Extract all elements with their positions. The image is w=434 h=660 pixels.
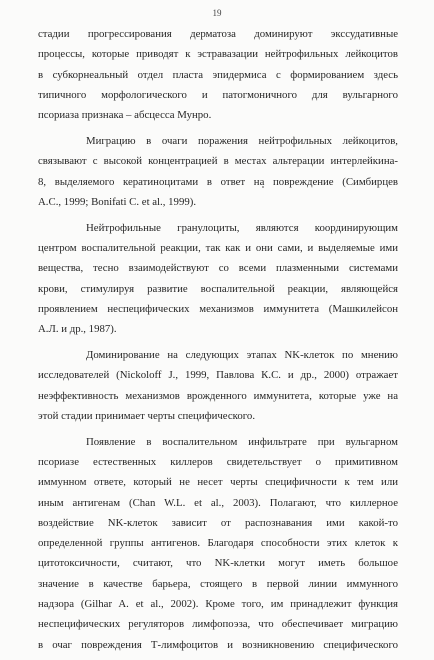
text-line: исследователей (Nickoloff J., 1999, Павлова К.С. и др., 2000) отражает [38, 369, 398, 382]
text-line: в очаг повреждения Т-лимфоцитов и возникновению специфического [38, 638, 398, 651]
text-line: процессы, которые приводят к эстравазации нейтрофильных лейкоцитов [38, 48, 398, 61]
text-line: в субкорнеальный отдел пласта эпидермиса с формированием здесь [38, 68, 398, 81]
text-line: А.Л. и др., 1987). [38, 323, 117, 336]
text-line: воздействие NK-клеток зависит от распознавания ими какой-то [38, 516, 398, 529]
text-line: иммунном ответе, который не несет черты специфичности к тем или [38, 476, 398, 489]
text-line: центром воспалительной реакции, так как и они сами, и выделяемые ими [38, 241, 398, 254]
text-line: этой стадии принимает черты специфического. [38, 409, 256, 422]
text-line: неэффективность механизмов врожденного иммунитета, которые уже на [38, 389, 398, 402]
text-line: вещества, тесно взаимодействуют со всеми плазменными системами [38, 262, 398, 275]
page-number: 19 [212, 8, 222, 18]
text-line: определенной группы антигенов. Благодаря способности этих клеток к [38, 537, 398, 550]
document-body [38, 24, 398, 660]
text-line: Появление в воспалительном инфильтрате при вульгарном [86, 435, 398, 448]
paragraph [38, 345, 398, 426]
text-line: цитотоксичности, считают, что NK-клетки могут иметь большое [38, 557, 398, 570]
text-line: стадии прогрессирования дерматоза доминируют экссудативные [38, 28, 398, 40]
text-line: Миграцию в очаги поражения нейтрофильных лейкоцитов, [86, 134, 398, 147]
text-line: псориаза признака – абсцесса Мунро. [38, 109, 212, 122]
text-line: связывают с высокой концентрацией в местах альтерации интерлейкина- [38, 155, 398, 168]
text-line: крови, стимулируя развитие воспалительной реакции, являющейся [38, 282, 398, 295]
text-line: значение в качестве барьера, стоящего в первой линии иммунного [38, 577, 398, 590]
text-line: псориазе естественных киллеров свидетельствует о примитивном [38, 455, 398, 468]
text-line: типичного морфологического и патогмоничного для вульгарного [38, 88, 398, 101]
text-line: 8, выделяемого кератиноцитами в ответ на повреждение (Симбирцев [38, 175, 398, 188]
paragraph [38, 218, 398, 340]
text-line: Доминирование на следующих этапах NK-клеток по мнению [86, 348, 398, 361]
text-line: надзора (Gilhar A. et al., 2002). Кроме того, им принадлежит функция [38, 598, 398, 611]
paragraph [38, 131, 398, 212]
text-line: иным антигенам (Chan W.L. et al., 2003). Полагают, что киллерное [38, 496, 398, 509]
text-line: проявлением неспецифических механизмов иммунитета (Машкилейсон [38, 302, 398, 315]
text-line: А.С., 1999; Bonifati C. et al., 1999). [38, 195, 197, 208]
text-line: неспецифических регуляторов лимфопоэза, что обеспечивает миграцию [38, 618, 398, 631]
paragraph [38, 24, 398, 125]
text-line: Нейтрофильные гранулоциты, являются координирующим [86, 221, 398, 234]
paragraph [38, 432, 398, 655]
